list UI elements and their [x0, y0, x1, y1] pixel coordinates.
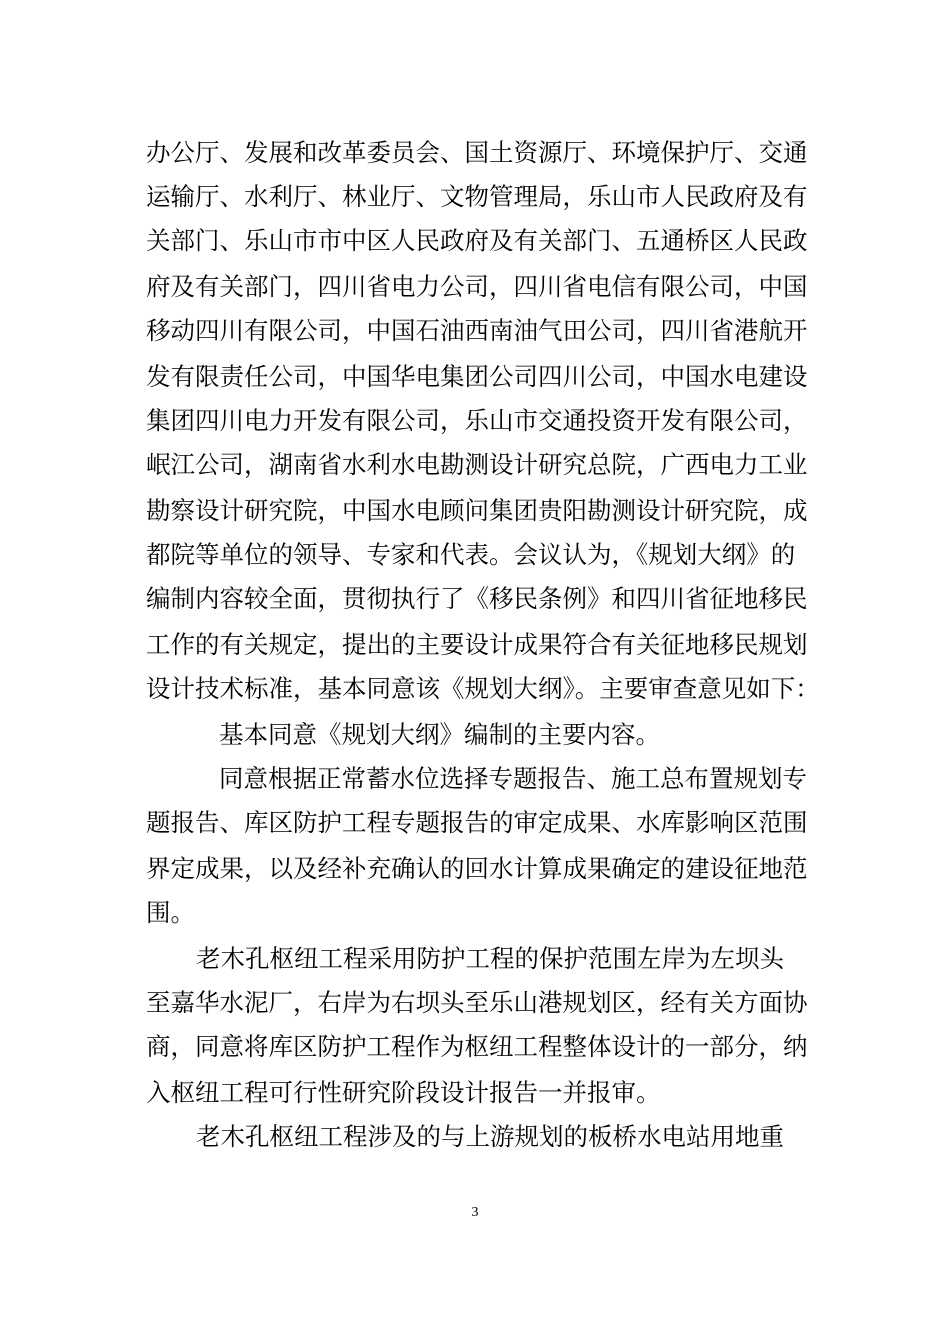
- text-line: 界定成果，以及经补充确认的回水计算成果确定的建设征地范: [146, 854, 808, 883]
- text-line: 老木孔枢纽工程涉及的与上游规划的板桥水电站用地重: [196, 1122, 784, 1151]
- text-line: 关部门、乐山市市中区人民政府及有关部门、五通桥区人民政: [146, 226, 808, 255]
- text-line: 基本同意《规划大纲》编制的主要内容。: [219, 720, 660, 749]
- text-line: 办公厅、发展和改革委员会、国土资源厅、环境保护厅、交通: [146, 138, 808, 167]
- text-line: 运输厅、水利厅、林业厅、文物管理局，乐山市人民政府及有: [146, 182, 808, 211]
- text-line: 编制内容较全面，贯彻执行了《移民条例》和四川省征地移民: [146, 584, 808, 613]
- text-line: 题报告、库区防护工程专题报告的审定成果、水库影响区范围: [146, 808, 808, 837]
- text-line: 商，同意将库区防护工程作为枢纽工程整体设计的一部分，纳: [146, 1032, 808, 1061]
- text-line: 移动四川有限公司，中国石油西南油气田公司，四川省港航开: [146, 316, 808, 345]
- text-line: 府及有关部门，四川省电力公司，四川省电信有限公司，中国: [146, 272, 808, 301]
- text-line: 岷江公司，湖南省水利水电勘测设计研究总院，广西电力工业: [146, 450, 808, 479]
- text-line: 围。: [146, 898, 195, 927]
- text-line: 集团四川电力开发有限公司，乐山市交通投资开发有限公司，: [146, 406, 808, 435]
- text-line: 至嘉华水泥厂，右岸为右坝头至乐山港规划区，经有关方面协: [146, 988, 808, 1017]
- text-line: 同意根据正常蓄水位选择专题报告、施工总布置规划专: [219, 764, 807, 793]
- text-line: 老木孔枢纽工程采用防护工程的保护范围左岸为左坝头: [196, 944, 784, 973]
- text-line: 设计技术标准，基本同意该《规划大纲》。主要审查意见如下：: [146, 674, 820, 703]
- text-line: 入枢纽工程可行性研究阶段设计报告一并报审。: [146, 1078, 661, 1107]
- text-line: 勘察设计研究院，中国水电顾问集团贵阳勘测设计研究院，成: [146, 496, 808, 525]
- text-line: 发有限责任公司，中国华电集团公司四川公司，中国水电建设: [146, 362, 808, 391]
- text-line: 都院等单位的领导、专家和代表。会议认为，《规划大纲》的: [146, 540, 796, 569]
- page-number: 3: [471, 1205, 479, 1220]
- text-line: 工作的有关规定，提出的主要设计成果符合有关征地移民规划: [146, 630, 808, 659]
